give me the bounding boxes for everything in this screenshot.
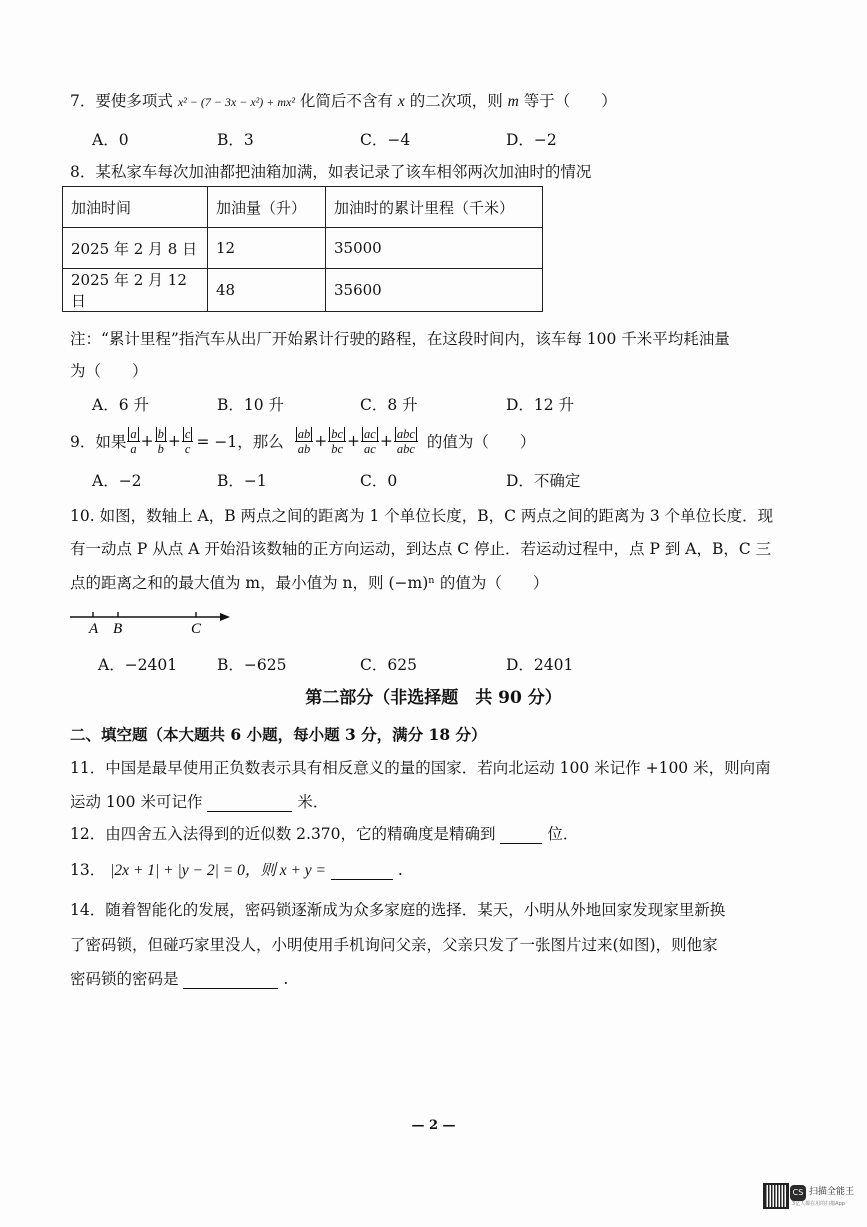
fraction: $\frac{bc}{bc}$ (328, 427, 346, 456)
fraction: $\frac{c}{c}$ (182, 427, 194, 456)
answer-blank[interactable] (500, 825, 542, 844)
q12-suffix: 位． (547, 825, 579, 843)
q9-option-d: D．不确定 (506, 472, 581, 490)
fraction: $\frac{a}{a}$ (127, 427, 139, 456)
q7-mid2: 的二次项，则 (409, 92, 503, 110)
camscanner-logo: CS (790, 1185, 806, 1201)
q9-option-a: A．−2 (92, 472, 142, 490)
table-header-row (63, 187, 543, 228)
q7-mid: 化简后不含有 (299, 92, 393, 110)
answer-blank[interactable] (183, 970, 278, 989)
q7-prefix: 7．要使多项式 (70, 92, 173, 110)
q14-suffix: . (283, 970, 289, 988)
axis-label-b: B (113, 621, 123, 637)
table-cell: 35600 (326, 269, 543, 312)
axis-label-c: C (191, 621, 202, 637)
q13-stem (70, 858, 403, 880)
section2-heading: 二、填空题（本大题共 6 小题，每小题 3 分，满分 18 分） (70, 725, 487, 744)
q14-line2: 了密码锁，但碰巧家里没人，小明使用手机询问父亲，父亲只发了一张图片过来(如图)，则他家 (70, 936, 718, 954)
fraction: $\frac{b}{b}$ (155, 427, 167, 456)
table-cell: 2025 年 2 月 12 日 (63, 269, 208, 312)
table-cell: 12 (208, 228, 326, 269)
fraction: $\frac{ac}{ac}$ (361, 427, 379, 456)
q10-line3: 点的距离之和的最大值为 m，最小值为 n，则 (−m)ⁿ 的值为（ ） (70, 574, 549, 592)
table-cell: 35000 (326, 228, 543, 269)
q7-m: m (507, 93, 519, 110)
q7-option-c: C．−4 (360, 131, 411, 149)
arrow-head-icon (220, 613, 230, 621)
q12-prefix: 12．由四舍五入法得到的近似数 2.370，它的精确度是精确到 (70, 825, 496, 843)
q11-prefix: 运动 100 米可记作 (70, 793, 203, 811)
q14-line3 (70, 967, 288, 989)
axis-label-a: A (89, 621, 99, 637)
q8-option-d: D．12 升 (506, 396, 575, 414)
q9-option-b: B．−1 (217, 472, 267, 490)
q9-stem: 9．如果 $\frac{a}{a}$ + $\frac{b}{b}$ + $\frac{c}{c}$ = −1，那么 $\frac{ab}{ab}$ + $\frac{bc}{bc}$ + $\frac{ac}{ac}$ + $\frac{\text{abc}}{\text{abc}}$ 的值为（ ） (70, 426, 536, 456)
answer-blank[interactable] (331, 861, 393, 880)
q11-line1: 11．中国是最早使用正负数表示具有相反意义的量的国家．若向北运动 100 米记作 +100 米，则向南 (70, 759, 771, 777)
q8-option-c: C．8 升 (360, 396, 418, 414)
part2-title: 第二部分（非选择题 共 90 分） (305, 688, 562, 708)
q13-prefix: 13． (70, 861, 106, 879)
camscanner-subtitle: 3亿人都在用的扫描App (792, 1201, 845, 1207)
table-cell: 48 (208, 269, 326, 312)
q14-line1: 14．随着智能化的发展，密码锁逐渐成为众多家庭的选择．某天，小明从外地回家发现家里新换 (70, 901, 726, 919)
fraction: $\frac{ab}{ab}$ (295, 427, 314, 456)
q8-stem: 8．某私家车每次加油都把油箱加满，如表记录了该车相邻两次加油时的情况 (70, 163, 592, 181)
q8-option-a: A．6 升 (92, 396, 149, 414)
q8-option-b: B．10 升 (217, 396, 285, 414)
q7-option-d: D．−2 (506, 131, 557, 149)
fuel-table (62, 186, 543, 312)
q13-suffix: . (397, 861, 403, 879)
table-header-cell: 加油时间 (63, 187, 208, 228)
q7-x: x (397, 93, 405, 110)
q7-stem (70, 89, 617, 111)
q11-line2 (70, 790, 328, 812)
fraction: $\frac{\text{abc}}{\text{abc}}$ (394, 427, 418, 456)
q8-note-line2: 为（ ） (70, 362, 148, 380)
q10-line2: 有一动点 P 从点 A 开始沿该数轴的正方向运动，到达点 C 停止．若运动过程中，点 P 到 A，B，C 三 (70, 540, 772, 558)
table-row (63, 228, 543, 269)
table-header-cell: 加油量（升） (208, 187, 326, 228)
q13-expression: |2x + 1| + |y − 2| = 0，则 x + y = (110, 862, 326, 879)
q9-option-c: C．0 (360, 472, 398, 490)
q11-suffix: 米． (297, 793, 329, 811)
table-row (63, 269, 543, 312)
number-line-figure (68, 606, 238, 638)
q7-suffix: 等于（ ） (523, 92, 617, 110)
q12-stem (70, 822, 578, 844)
q10-option-b: B．−625 (217, 656, 287, 674)
qr-code-icon (763, 1183, 789, 1209)
camscanner-name: 扫描全能王 (809, 1187, 855, 1197)
q7-option-b: B．3 (217, 131, 254, 149)
q7-option-a: A．0 (92, 131, 129, 149)
q10-option-a: A．−2401 (98, 656, 178, 674)
q14-prefix: 密码锁的密码是 (70, 970, 179, 988)
q8-note-line1: 注：“累计里程”指汽车从出厂开始累计行驶的路程，在这段时间内，该车每 100 千米平均耗油量 (70, 330, 730, 348)
q9-prefix: 9．如果 (70, 433, 127, 451)
q10-line1: 10. 如图，数轴上 A，B 两点之间的距离为 1 个单位长度，B，C 两点之间的距离为 3 个单位长度．现 (70, 507, 774, 525)
q9-condition: = −1，那么 (196, 433, 284, 451)
q10-option-d: D．2401 (506, 656, 574, 674)
q7-expression: x² − (7 − 3x − x²) + mx² (177, 95, 295, 109)
q10-option-c: C．625 (360, 656, 417, 674)
q9-suffix: 的值为（ ） (426, 433, 536, 451)
table-cell: 2025 年 2 月 8 日 (63, 228, 208, 269)
table-header-cell: 加油时的累计里程（千米） (326, 187, 543, 228)
answer-blank[interactable] (207, 793, 292, 812)
page-number: — 2 — (411, 1118, 456, 1133)
